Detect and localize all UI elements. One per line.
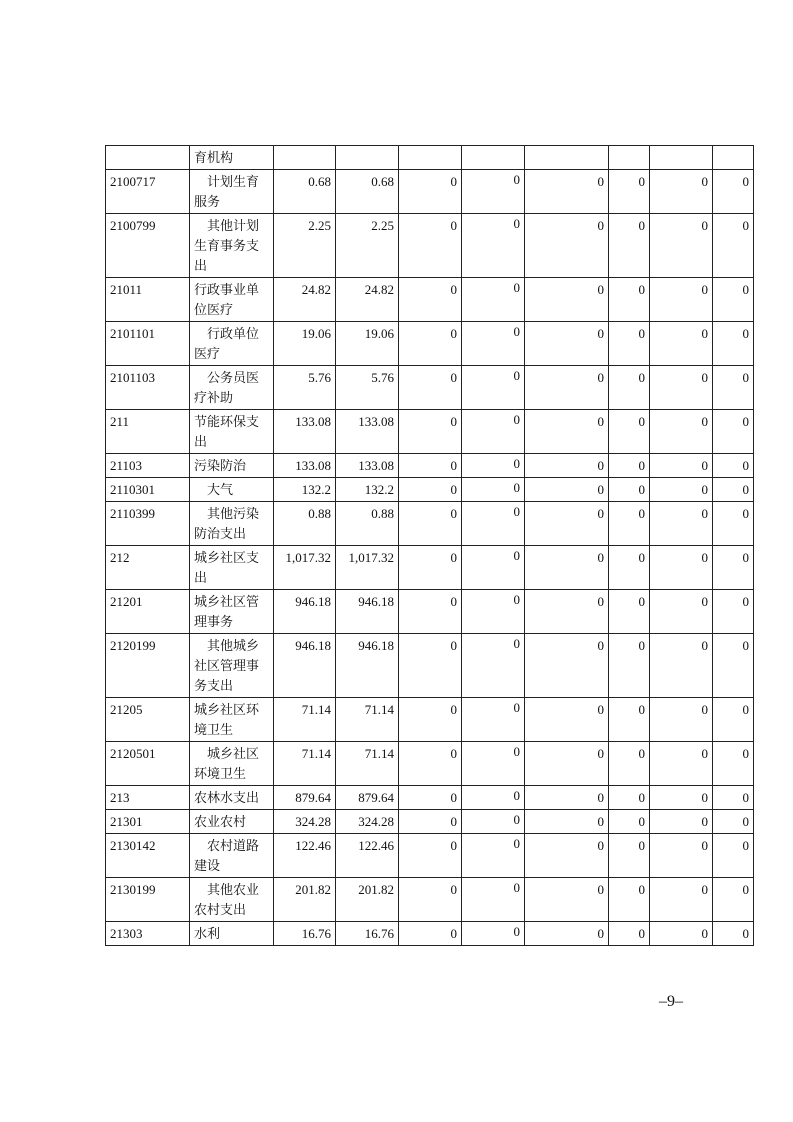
function-name-cell: 其他计划生育事务支出	[190, 214, 274, 278]
basic-amount-cell: 0.68	[336, 170, 399, 214]
function-name-cell: 计划生育服务	[190, 170, 274, 214]
table-row	[106, 278, 754, 322]
amount-cell-4: 0	[462, 590, 525, 634]
amount-cell-8: 0	[713, 478, 754, 502]
table-row	[106, 786, 754, 810]
total-amount-cell: 879.64	[274, 786, 336, 810]
amount-cell-8: 0	[713, 502, 754, 546]
amount-cell-3: 0	[399, 590, 462, 634]
amount-cell-6: 0	[609, 502, 650, 546]
amount-cell-4: 0	[462, 742, 525, 786]
total-amount-cell: 133.08	[274, 454, 336, 478]
function-code-cell: 2101101	[106, 322, 190, 366]
amount-cell-6: 0	[609, 410, 650, 454]
function-code-cell: 2120501	[106, 742, 190, 786]
function-name-cell: 其他污染防治支出	[190, 502, 274, 546]
total-amount-cell: 24.82	[274, 278, 336, 322]
amount-cell-7: 0	[650, 410, 713, 454]
amount-cell-7: 0	[650, 502, 713, 546]
function-code-cell: 213	[106, 786, 190, 810]
amount-cell-4: 0	[462, 698, 525, 742]
amount-cell-6: 0	[609, 170, 650, 214]
amount-cell-8: 0	[713, 810, 754, 834]
amount-cell-5	[525, 146, 609, 170]
amount-cell-4	[462, 146, 525, 170]
table-row	[106, 366, 754, 410]
basic-amount-cell: 5.76	[336, 366, 399, 410]
amount-cell-6: 0	[609, 278, 650, 322]
amount-cell-5: 0	[525, 322, 609, 366]
total-amount-cell: 16.76	[274, 922, 336, 946]
amount-cell-6: 0	[609, 834, 650, 878]
amount-cell-6: 0	[609, 590, 650, 634]
amount-cell-5: 0	[525, 478, 609, 502]
function-code-cell: 21303	[106, 922, 190, 946]
amount-cell-3	[399, 146, 462, 170]
amount-cell-6: 0	[609, 478, 650, 502]
function-name-cell: 其他城乡社区管理事务支出	[190, 634, 274, 698]
basic-amount-cell: 71.14	[336, 698, 399, 742]
amount-cell-7: 0	[650, 810, 713, 834]
function-code-cell: 2110399	[106, 502, 190, 546]
amount-cell-8: 0	[713, 698, 754, 742]
amount-cell-4: 0	[462, 502, 525, 546]
total-amount-cell	[274, 146, 336, 170]
amount-cell-7: 0	[650, 698, 713, 742]
total-amount-cell: 133.08	[274, 410, 336, 454]
function-code-cell: 2130142	[106, 834, 190, 878]
amount-cell-5: 0	[525, 742, 609, 786]
amount-cell-4: 0	[462, 366, 525, 410]
table-row	[106, 922, 754, 946]
total-amount-cell: 946.18	[274, 590, 336, 634]
function-name-cell: 大气	[190, 478, 274, 502]
table-row	[106, 742, 754, 786]
amount-cell-7: 0	[650, 786, 713, 810]
amount-cell-6: 0	[609, 786, 650, 810]
amount-cell-4: 0	[462, 478, 525, 502]
amount-cell-3: 0	[399, 170, 462, 214]
total-amount-cell: 71.14	[274, 698, 336, 742]
amount-cell-7: 0	[650, 278, 713, 322]
function-code-cell: 2100717	[106, 170, 190, 214]
function-code-cell: 21011	[106, 278, 190, 322]
amount-cell-3: 0	[399, 410, 462, 454]
function-name-cell: 农林水支出	[190, 786, 274, 810]
total-amount-cell: 946.18	[274, 634, 336, 698]
amount-cell-3: 0	[399, 322, 462, 366]
basic-amount-cell: 2.25	[336, 214, 399, 278]
amount-cell-6: 0	[609, 698, 650, 742]
amount-cell-4: 0	[462, 410, 525, 454]
amount-cell-5: 0	[525, 502, 609, 546]
amount-cell-4: 0	[462, 834, 525, 878]
amount-cell-7: 0	[650, 546, 713, 590]
amount-cell-7: 0	[650, 478, 713, 502]
amount-cell-8: 0	[713, 786, 754, 810]
table-row	[106, 322, 754, 366]
amount-cell-6	[609, 146, 650, 170]
amount-cell-5: 0	[525, 170, 609, 214]
amount-cell-4: 0	[462, 278, 525, 322]
basic-amount-cell: 201.82	[336, 878, 399, 922]
amount-cell-6: 0	[609, 742, 650, 786]
function-code-cell: 2101103	[106, 366, 190, 410]
amount-cell-8: 0	[713, 454, 754, 478]
function-code-cell: 21205	[106, 698, 190, 742]
amount-cell-6: 0	[609, 322, 650, 366]
amount-cell-5: 0	[525, 590, 609, 634]
amount-cell-4: 0	[462, 546, 525, 590]
amount-cell-3: 0	[399, 454, 462, 478]
table-row	[106, 454, 754, 478]
basic-amount-cell: 879.64	[336, 786, 399, 810]
basic-amount-cell: 71.14	[336, 742, 399, 786]
function-name-cell: 城乡社区管理事务	[190, 590, 274, 634]
function-code-cell: 212	[106, 546, 190, 590]
total-amount-cell: 201.82	[274, 878, 336, 922]
basic-amount-cell	[336, 146, 399, 170]
table-row	[106, 502, 754, 546]
amount-cell-3: 0	[399, 878, 462, 922]
amount-cell-3: 0	[399, 922, 462, 946]
amount-cell-6: 0	[609, 922, 650, 946]
amount-cell-3: 0	[399, 214, 462, 278]
table-row	[106, 146, 754, 170]
amount-cell-5: 0	[525, 366, 609, 410]
amount-cell-6: 0	[609, 634, 650, 698]
function-code-cell: 2110301	[106, 478, 190, 502]
basic-amount-cell: 132.2	[336, 478, 399, 502]
basic-amount-cell: 0.88	[336, 502, 399, 546]
amount-cell-6: 0	[609, 366, 650, 410]
amount-cell-6: 0	[609, 454, 650, 478]
amount-cell-5: 0	[525, 634, 609, 698]
amount-cell-5: 0	[525, 698, 609, 742]
table-row	[106, 478, 754, 502]
amount-cell-8: 0	[713, 590, 754, 634]
basic-amount-cell: 946.18	[336, 634, 399, 698]
table-row	[106, 546, 754, 590]
table-row	[106, 590, 754, 634]
amount-cell-5: 0	[525, 786, 609, 810]
total-amount-cell: 71.14	[274, 742, 336, 786]
amount-cell-8: 0	[713, 278, 754, 322]
amount-cell-4: 0	[462, 634, 525, 698]
amount-cell-7: 0	[650, 366, 713, 410]
amount-cell-4: 0	[462, 322, 525, 366]
amount-cell-5: 0	[525, 454, 609, 478]
function-name-cell: 农业农村	[190, 810, 274, 834]
amount-cell-5: 0	[525, 546, 609, 590]
function-name-cell: 城乡社区环境卫生	[190, 698, 274, 742]
function-code-cell	[106, 146, 190, 170]
amount-cell-7: 0	[650, 322, 713, 366]
amount-cell-7: 0	[650, 214, 713, 278]
amount-cell-5: 0	[525, 922, 609, 946]
function-code-cell: 2130199	[106, 878, 190, 922]
function-name-cell: 水利	[190, 922, 274, 946]
function-name-cell: 公务员医疗补助	[190, 366, 274, 410]
basic-amount-cell: 24.82	[336, 278, 399, 322]
amount-cell-7: 0	[650, 170, 713, 214]
amount-cell-4: 0	[462, 214, 525, 278]
function-name-cell: 育机构	[190, 146, 274, 170]
basic-amount-cell: 122.46	[336, 834, 399, 878]
amount-cell-3: 0	[399, 546, 462, 590]
table-row	[106, 634, 754, 698]
table-row	[106, 698, 754, 742]
function-code-cell: 2120199	[106, 634, 190, 698]
amount-cell-8: 0	[713, 834, 754, 878]
basic-amount-cell: 1,017.32	[336, 546, 399, 590]
table-row	[106, 410, 754, 454]
amount-cell-3: 0	[399, 366, 462, 410]
basic-amount-cell: 19.06	[336, 322, 399, 366]
amount-cell-8: 0	[713, 634, 754, 698]
total-amount-cell: 1,017.32	[274, 546, 336, 590]
amount-cell-4: 0	[462, 454, 525, 478]
amount-cell-8: 0	[713, 170, 754, 214]
amount-cell-7: 0	[650, 742, 713, 786]
amount-cell-3: 0	[399, 502, 462, 546]
amount-cell-6: 0	[609, 214, 650, 278]
total-amount-cell: 132.2	[274, 478, 336, 502]
amount-cell-8: 0	[713, 214, 754, 278]
function-code-cell: 21201	[106, 590, 190, 634]
function-name-cell: 节能环保支出	[190, 410, 274, 454]
basic-amount-cell: 324.28	[336, 810, 399, 834]
amount-cell-4: 0	[462, 170, 525, 214]
amount-cell-3: 0	[399, 278, 462, 322]
total-amount-cell: 2.25	[274, 214, 336, 278]
amount-cell-7: 0	[650, 922, 713, 946]
total-amount-cell: 324.28	[274, 810, 336, 834]
function-name-cell: 行政单位医疗	[190, 322, 274, 366]
amount-cell-3: 0	[399, 786, 462, 810]
amount-cell-4: 0	[462, 786, 525, 810]
function-code-cell: 21103	[106, 454, 190, 478]
amount-cell-5: 0	[525, 278, 609, 322]
amount-cell-8: 0	[713, 878, 754, 922]
basic-amount-cell: 16.76	[336, 922, 399, 946]
function-name-cell: 城乡社区环境卫生	[190, 742, 274, 786]
amount-cell-3: 0	[399, 834, 462, 878]
amount-cell-4: 0	[462, 922, 525, 946]
table-row	[106, 214, 754, 278]
function-name-cell: 城乡社区支出	[190, 546, 274, 590]
amount-cell-7: 0	[650, 634, 713, 698]
amount-cell-7: 0	[650, 878, 713, 922]
amount-cell-5: 0	[525, 810, 609, 834]
amount-cell-4: 0	[462, 878, 525, 922]
function-code-cell: 21301	[106, 810, 190, 834]
amount-cell-8: 0	[713, 322, 754, 366]
amount-cell-6: 0	[609, 810, 650, 834]
amount-cell-6: 0	[609, 878, 650, 922]
total-amount-cell: 19.06	[274, 322, 336, 366]
function-name-cell: 农村道路建设	[190, 834, 274, 878]
function-name-cell: 污染防治	[190, 454, 274, 478]
amount-cell-3: 0	[399, 742, 462, 786]
function-code-cell: 2100799	[106, 214, 190, 278]
table-row	[106, 170, 754, 214]
total-amount-cell: 0.68	[274, 170, 336, 214]
amount-cell-3: 0	[399, 634, 462, 698]
amount-cell-3: 0	[399, 478, 462, 502]
page-number: –9–	[659, 993, 683, 1010]
amount-cell-3: 0	[399, 698, 462, 742]
table-row	[106, 834, 754, 878]
amount-cell-7	[650, 146, 713, 170]
amount-cell-5: 0	[525, 214, 609, 278]
function-name-cell: 其他农业农村支出	[190, 878, 274, 922]
amount-cell-6: 0	[609, 546, 650, 590]
amount-cell-5: 0	[525, 878, 609, 922]
basic-amount-cell: 133.08	[336, 454, 399, 478]
amount-cell-7: 0	[650, 834, 713, 878]
amount-cell-4: 0	[462, 810, 525, 834]
amount-cell-5: 0	[525, 410, 609, 454]
amount-cell-8: 0	[713, 410, 754, 454]
amount-cell-8: 0	[713, 546, 754, 590]
function-name-cell: 行政事业单位医疗	[190, 278, 274, 322]
basic-amount-cell: 133.08	[336, 410, 399, 454]
table-row	[106, 810, 754, 834]
basic-amount-cell: 946.18	[336, 590, 399, 634]
budget-table	[105, 145, 754, 946]
amount-cell-8: 0	[713, 922, 754, 946]
amount-cell-3: 0	[399, 810, 462, 834]
table-body	[106, 146, 754, 946]
amount-cell-7: 0	[650, 454, 713, 478]
function-code-cell: 211	[106, 410, 190, 454]
amount-cell-8: 0	[713, 742, 754, 786]
total-amount-cell: 5.76	[274, 366, 336, 410]
amount-cell-5: 0	[525, 834, 609, 878]
total-amount-cell: 122.46	[274, 834, 336, 878]
amount-cell-8	[713, 146, 754, 170]
total-amount-cell: 0.88	[274, 502, 336, 546]
amount-cell-7: 0	[650, 590, 713, 634]
amount-cell-8: 0	[713, 366, 754, 410]
table-row	[106, 878, 754, 922]
